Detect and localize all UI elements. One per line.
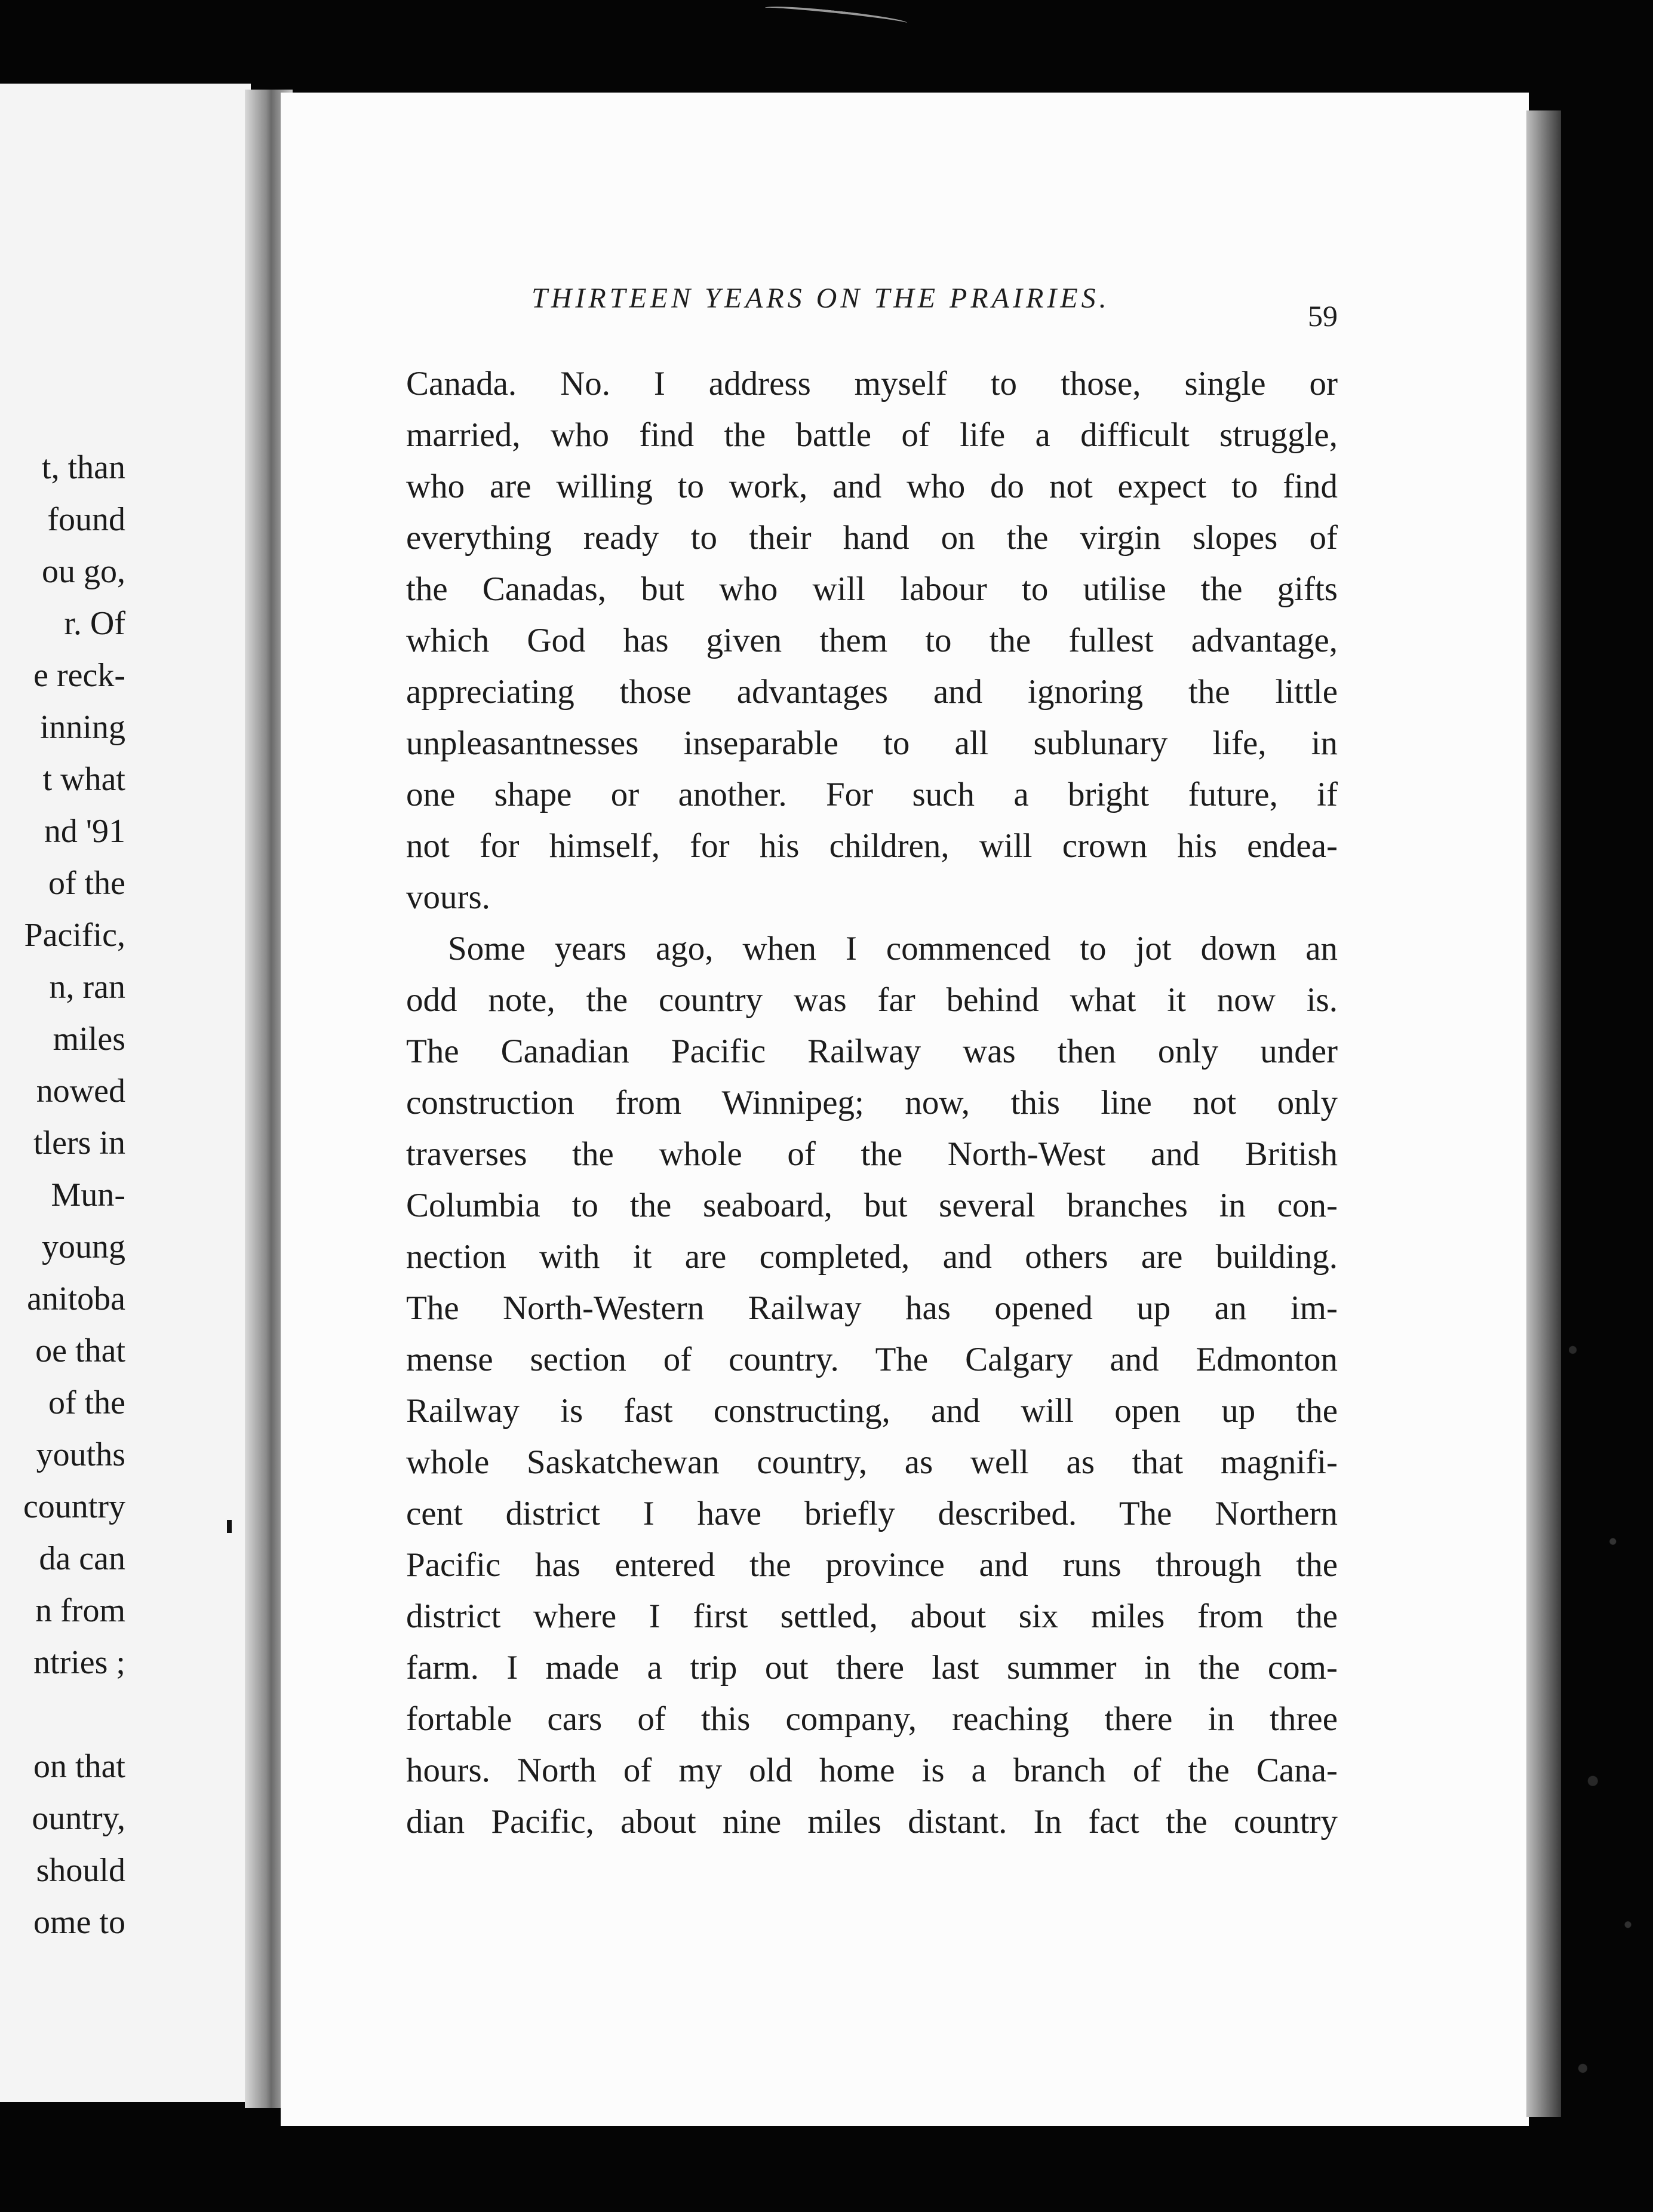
left-page-line: nowed <box>36 1073 125 1110</box>
left-page-line: Mun- <box>51 1176 125 1213</box>
left-page-line: found <box>47 501 125 538</box>
left-page-text <box>0 442 125 1949</box>
body-line: Railway is fast constructing, and will open up the <box>406 1392 1338 1430</box>
body-line: farm. I made a trip out there last summer in the com- <box>406 1649 1338 1686</box>
body-line: odd note, the country was far behind what it now is. <box>406 981 1338 1019</box>
body-line: dian Pacific, about nine miles distant. In fact the country <box>406 1803 1338 1841</box>
body-line: vours. <box>406 878 490 916</box>
left-page-line: r. Of <box>64 605 125 642</box>
left-page-line: of the <box>48 865 125 902</box>
page-number: 59 <box>1308 299 1338 333</box>
body-line: not for himself, for his children, will crown his endea- <box>406 827 1338 865</box>
left-page-line: n from <box>35 1592 125 1629</box>
body-line: traverses the whole of the North-West and British <box>406 1135 1338 1173</box>
left-page-line: young <box>42 1228 125 1265</box>
left-page-line: nd '91 <box>44 813 125 850</box>
body-text <box>406 358 1338 1848</box>
left-page-line: t, than <box>42 449 125 486</box>
left-page-line: Pacific, <box>24 917 125 954</box>
left-page-line: tlers in <box>33 1125 125 1162</box>
left-page-line: t what <box>42 761 125 798</box>
body-line: which God has given them to the fullest advantage, <box>406 622 1338 659</box>
left-page-line: anitoba <box>27 1280 125 1317</box>
running-head: THIRTEEN YEARS ON THE PRAIRIES. <box>531 282 1110 314</box>
left-page-line: ome to <box>33 1904 125 1941</box>
body-line: who are willing to work, and who do not expect to find <box>406 468 1338 505</box>
left-page-line: oe that <box>35 1332 125 1369</box>
body-line: The Canadian Pacific Railway was then only under <box>406 1033 1338 1070</box>
left-page-line: country <box>23 1488 125 1525</box>
body-line: mense section of country. The Calgary and Edmonton <box>406 1341 1338 1378</box>
left-page-line: youths <box>36 1436 125 1473</box>
left-page-line: miles <box>53 1021 125 1058</box>
body-line: hours. North of my old home is a branch of the Cana- <box>406 1752 1338 1789</box>
left-page-line: inning <box>39 709 125 746</box>
body-line: Columbia to the seaboard, but several branches in con- <box>406 1187 1338 1224</box>
left-page-line: on that <box>33 1748 125 1785</box>
body-line: fortable cars of this company, reaching there in three <box>406 1700 1338 1738</box>
left-page <box>0 84 251 2102</box>
left-page-line: da can <box>39 1540 125 1577</box>
body-line: appreciating those advantages and ignoring the little <box>406 673 1338 711</box>
body-line: married, who find the battle of life a difficult struggle, <box>406 416 1338 454</box>
body-line: cent district I have briefly described. The Northern <box>406 1495 1338 1532</box>
body-line: Pacific has entered the province and runs through the <box>406 1546 1338 1584</box>
page-edge <box>1526 110 1561 2117</box>
body-line: Some years ago, when I commenced to jot down an <box>448 930 1338 967</box>
body-line: The North-Western Railway has opened up an im- <box>406 1289 1338 1327</box>
body-line: Canada. No. I address myself to those, single or <box>406 365 1338 403</box>
left-page-line: e reck- <box>33 657 125 694</box>
body-line: the Canadas, but who will labour to utilise the gifts <box>406 570 1338 608</box>
left-page-line: of the <box>48 1384 125 1421</box>
body-line: everything ready to their hand on the virgin slopes of <box>406 519 1338 557</box>
body-line: nection with it are completed, and others are building. <box>406 1238 1338 1276</box>
body-line: construction from Winnipeg; now, this line not only <box>406 1084 1338 1122</box>
left-page-line: ountry, <box>32 1800 125 1837</box>
left-page-line: n, ran <box>49 969 125 1006</box>
body-line: one shape or another. For such a bright future, if <box>406 776 1338 813</box>
body-line: district where I first settled, about six miles from the <box>406 1597 1338 1635</box>
background-texture <box>1553 1254 1653 2212</box>
left-page-mark <box>227 1520 232 1533</box>
left-page-line <box>0 1689 125 1741</box>
left-page-line: ou go, <box>42 553 125 590</box>
body-line: unpleasantnesses inseparable to all sublunary life, in <box>406 724 1338 762</box>
left-page-line: ntries ; <box>33 1644 125 1681</box>
left-page-line: should <box>36 1852 125 1889</box>
scan-scratch-mark <box>764 4 908 28</box>
body-line: whole Saskatchewan country, as well as that magnifi- <box>406 1443 1338 1481</box>
